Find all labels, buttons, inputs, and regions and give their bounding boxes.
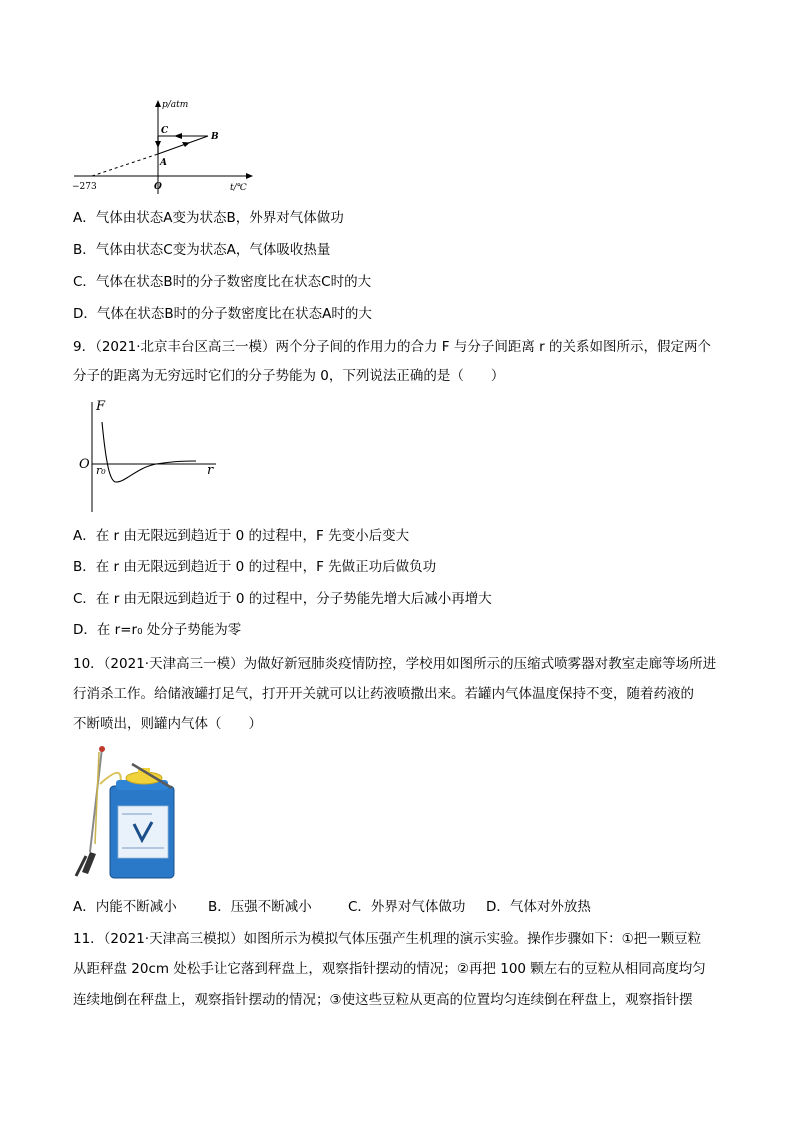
q10-stem-line3: 不断喷出，则罐内气体（ ） [73,716,262,732]
q11-stem-line3: 连续地倒在秤盘上，观察指针摆动的情况；③使这些豆粒从更高的位置均匀连续倒在秤盘上，观察指针摆 [73,992,693,1008]
point-c-label: C [161,126,169,136]
q9-option-b: B．在 r 由无限远到趋近于 0 的过程中，F 先做正功后做负功 [73,559,437,575]
q10-option-d: D．气体对外放热 [486,899,591,915]
origin-label: O [79,457,90,472]
q9-option-d: D．在 r=r₀ 处分子势能为零 [73,622,242,638]
q8-option-b: B．气体由状态C变为状态A，气体吸收热量 [73,242,331,258]
origin-label: O [154,182,162,192]
q8-option-a: A．气体由状态A变为状态B，外界对气体做功 [73,210,344,226]
q8-option-c: C．气体在状态B时的分子数密度比在状态C时的大 [73,274,372,290]
point-a-label: A [160,158,167,168]
pressure-temperature-graph [70,96,260,196]
q8-option-d: D．气体在状态B时的分子数密度比在状态A时的大 [73,306,372,322]
y-axis-label: p/atm [162,100,189,110]
q9-option-c: C．在 r 由无限远到趋近于 0 的过程中，分子势能先增大后减小再增大 [73,591,492,607]
q10-option-c: C．外界对气体做功 [348,899,466,915]
q10-option-a: A．内能不断减小 [73,899,177,915]
q10-option-b: B．压强不断减小 [208,899,312,915]
q11-stem-line2: 从距秤盘 20cm 处松手让它落到秤盘上，观察指针摆动的情况；②再把 100 颗左右的豆粒从相同高度均匀 [73,961,706,977]
point-b-label: B [211,132,219,142]
r0-label: r₀ [96,464,106,477]
x-axis-label: r [207,463,214,478]
q9-stem-line1: 9．（2021·北京丰台区高三一模）两个分子间的作用力的合力 F 与分子间距离 r 的关系如图所示，假定两个 [73,339,711,355]
sprayer-image [72,744,182,884]
x-axis-label: t/℃ [230,183,247,193]
q9-stem-line2: 分子的距离为无穷远时它们的分子势能为 0，下列说法正确的是（ ） [73,368,505,384]
q11-stem-line1: 11．（2021·天津高三模拟）如图所示为模拟气体压强产生机理的演示实验。操作步骤如下：①把一颗豆粒 [73,931,702,947]
q10-stem-line2: 行消杀工作。给储液罐打足气，打开开关就可以让药液喷撒出来。若罐内气体温度保持不变，随着药液的 [73,686,694,702]
q9-option-a: A．在 r 由无限远到趋近于 0 的过程中，F 先变小后变大 [73,528,410,544]
q10-stem-line1: 10．（2021·天津高三一模）为做好新冠肺炎疫情防控，学校用如图所示的压缩式喷雾器对教室走廊等场所进 [73,656,717,672]
neg273-label: −273 [72,182,97,192]
y-axis-label: F [96,399,106,414]
force-distance-graph [76,394,226,514]
